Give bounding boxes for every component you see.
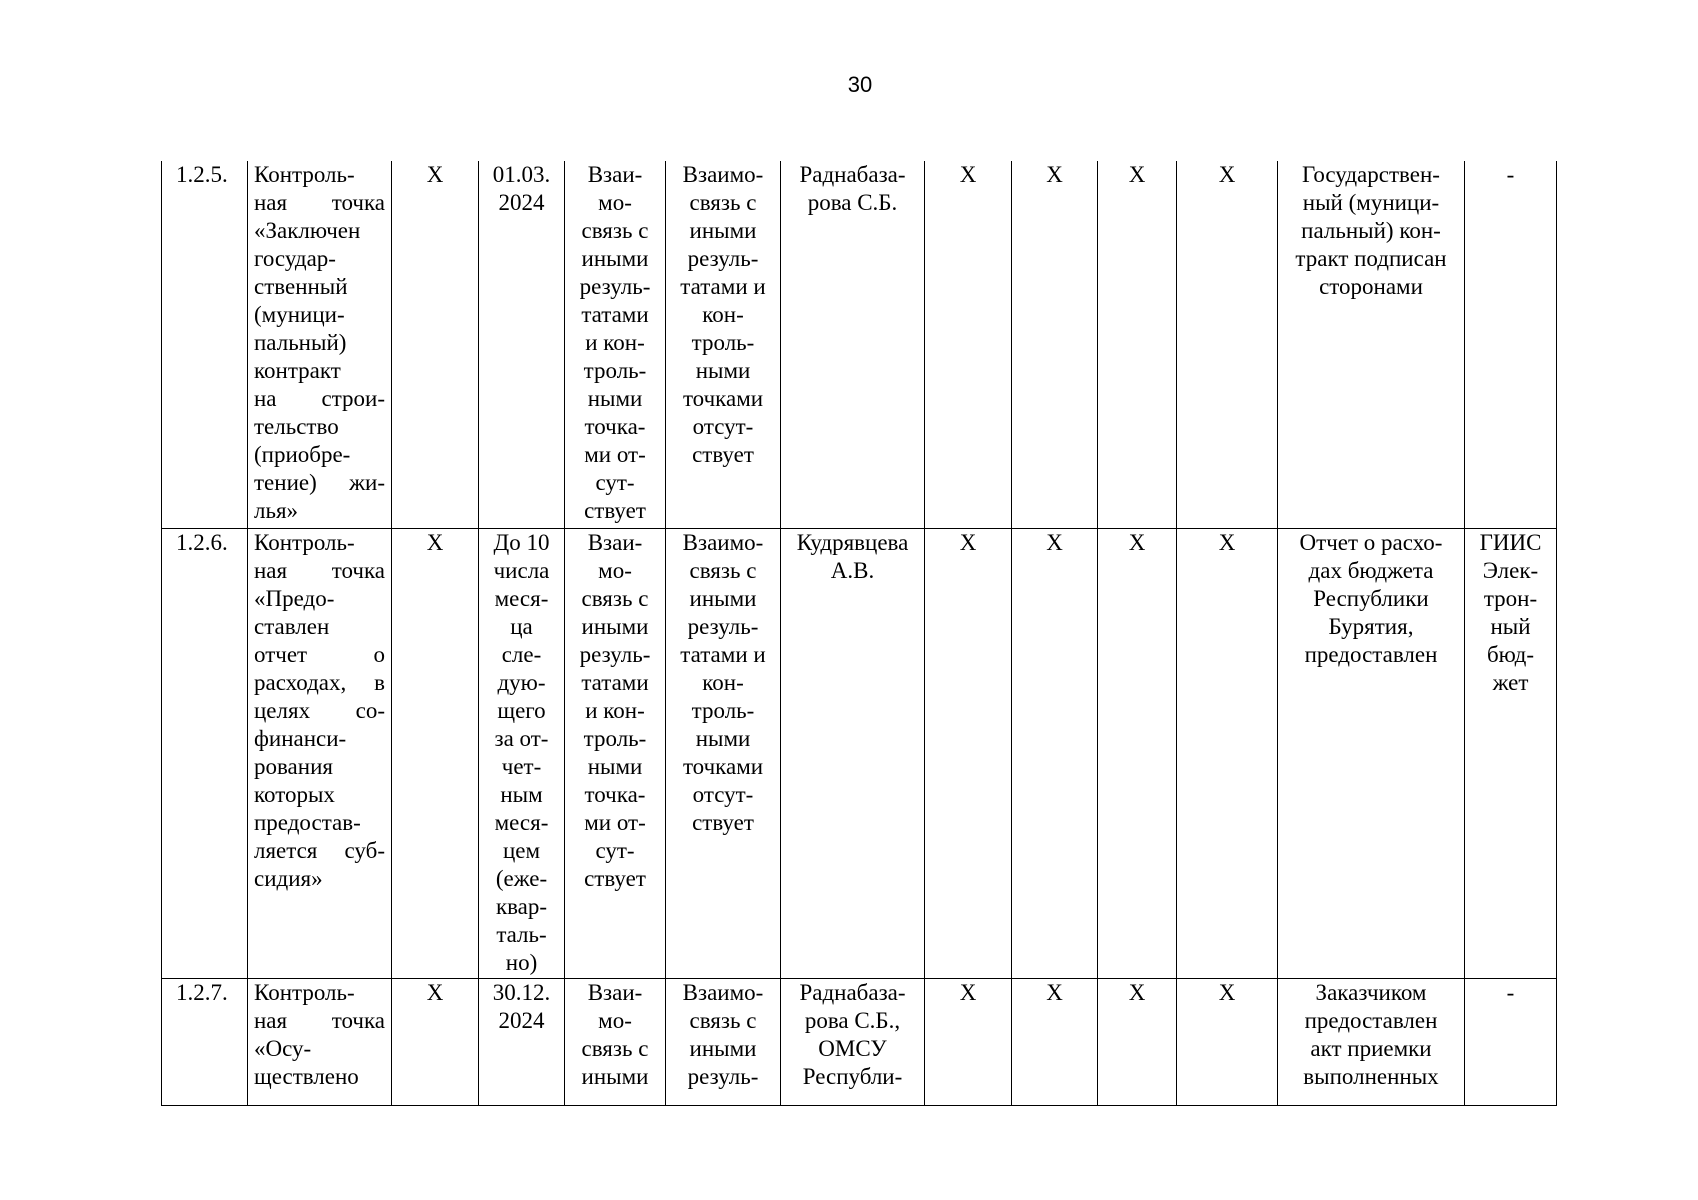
- x-cell: X: [1098, 978, 1177, 1105]
- cell-text-line: ный: [1490, 613, 1531, 639]
- cell-text-line: мо-: [598, 1007, 632, 1033]
- responsible-cell: [781, 978, 925, 1105]
- x-cell: X: [1177, 161, 1278, 528]
- cell-text-line: целях со-: [254, 697, 385, 723]
- control-point-name-cell: [248, 161, 392, 528]
- cell-text-line: щего: [497, 697, 546, 723]
- cell-text-line: ствует: [692, 809, 754, 835]
- control-point-name-cell: [248, 528, 392, 978]
- cell-text-line: ными: [695, 725, 751, 751]
- result-document-cell: [1278, 978, 1465, 1105]
- cell-text-line: Контроль-: [254, 979, 355, 1005]
- cell-text-line: ными: [587, 386, 643, 411]
- x-cell: [392, 528, 479, 978]
- x-cell: X: [925, 161, 1012, 528]
- cell-text-line: ставлен: [254, 613, 330, 639]
- responsible-cell: [781, 161, 925, 528]
- cell-text-line: Контроль-: [254, 529, 355, 555]
- information-system-cell: [1465, 528, 1557, 978]
- cell-text-line: числа: [493, 557, 550, 583]
- cell-text-line: «Предо-: [254, 585, 335, 611]
- cell-text-line: Взаимо-: [682, 979, 764, 1005]
- cell-text-line: меся-: [494, 809, 549, 835]
- information-system-cell: [1465, 161, 1557, 528]
- cell-text-line: иными: [689, 585, 757, 611]
- cell-text-line: бюд-: [1486, 641, 1535, 667]
- cell-text-line: мо-: [598, 557, 632, 583]
- cell-text-line: ный (муници-: [1302, 190, 1440, 215]
- x-cell: X: [1012, 978, 1098, 1105]
- table-body: [162, 161, 1557, 1105]
- cell-text-line: ным: [500, 781, 543, 807]
- cell-text-line: Республи-: [802, 1063, 903, 1089]
- cell-text-line: резуль-: [687, 613, 759, 639]
- cell-text-line: рова С.Б.: [807, 190, 898, 215]
- table-row: [162, 161, 1557, 528]
- x-cell: [392, 161, 479, 528]
- result-document-cell: [1278, 161, 1465, 528]
- cell-text-line: точками: [682, 386, 764, 411]
- cell-text-line: на строи-: [254, 386, 385, 411]
- cell-text-line: рова С.Б.,: [804, 1007, 901, 1033]
- cell-text-line: связь с: [581, 218, 649, 243]
- relation-previous-cell: [565, 978, 666, 1105]
- date-cell: [479, 978, 565, 1105]
- cell-text-line: Раднабаза-: [799, 162, 906, 187]
- cell-text-line: троль-: [583, 358, 647, 383]
- cell-text-line: -: [1506, 979, 1515, 1005]
- cell-text-line: сторонами: [1319, 274, 1423, 299]
- cell-text-line: ми от-: [584, 809, 646, 835]
- cell-text-line: Контроль-: [254, 162, 355, 187]
- cell-text-line: татами: [581, 302, 649, 327]
- cell-text-line: ная точка: [254, 1007, 385, 1033]
- cell-text-line: Раднабаза-: [799, 979, 906, 1005]
- cell-text-line: троль-: [583, 725, 647, 751]
- cell-text-line: тельство: [254, 414, 339, 439]
- cell-text-line: X: [426, 162, 444, 187]
- cell-text-line: резуль-: [687, 246, 759, 271]
- date-cell: [479, 161, 565, 528]
- cell-text-line: отчет о: [254, 641, 385, 667]
- x-cell: X: [1098, 528, 1177, 978]
- cell-text-line: трон-: [1483, 585, 1538, 611]
- cell-text-line: троль-: [691, 330, 755, 355]
- cell-text-line: лья»: [254, 498, 299, 523]
- cell-text-line: отсут-: [692, 414, 754, 439]
- cell-text-line: тракт подписан: [1295, 246, 1447, 271]
- control-points-table: [161, 161, 1557, 1106]
- cell-text-line: кон-: [702, 669, 744, 695]
- cell-text-line: Взаимо-: [682, 529, 764, 555]
- row-number-cell: 1.2.5.: [162, 161, 248, 528]
- cell-text-line: но): [505, 949, 538, 975]
- control-point-name-cell: [248, 978, 392, 1105]
- cell-text-line: резуль-: [579, 274, 651, 299]
- cell-text-line: предоставлен: [1304, 1007, 1438, 1033]
- cell-text-line: ОМСУ: [818, 1035, 887, 1061]
- cell-text-line: цем: [502, 837, 541, 863]
- cell-text-line: жет: [1492, 669, 1529, 695]
- cell-text-line: Взаимо-: [682, 162, 764, 187]
- cell-text-line: ными: [695, 358, 751, 383]
- cell-text-line: связь с: [689, 1007, 757, 1033]
- cell-text-line: за от-: [494, 725, 549, 751]
- responsible-cell: [781, 528, 925, 978]
- cell-text-line: (муници-: [254, 302, 345, 327]
- cell-text-line: квар-: [495, 893, 548, 919]
- cell-text-line: Государствен-: [1302, 162, 1440, 187]
- cell-text-line: Взаи-: [587, 529, 643, 555]
- date-cell: [479, 528, 565, 978]
- cell-text-line: «Осу-: [254, 1035, 312, 1061]
- cell-text-line: точка-: [584, 414, 646, 439]
- cell-text-line: иными: [581, 1063, 649, 1089]
- cell-text-line: иными: [689, 1035, 757, 1061]
- row-number-cell: 1.2.6.: [162, 528, 248, 978]
- cell-text-line: таль-: [496, 921, 547, 947]
- cell-text-line: 2024: [498, 1007, 545, 1033]
- cell-text-line: ными: [587, 753, 643, 779]
- cell-text-line: связь с: [689, 557, 757, 583]
- cell-text-line: (еже-: [495, 865, 548, 891]
- x-cell: X: [1177, 528, 1278, 978]
- cell-text-line: «Заключен: [254, 218, 361, 243]
- cell-text-line: иными: [581, 246, 649, 271]
- x-cell: X: [1177, 978, 1278, 1105]
- cell-text-line: -: [1506, 162, 1515, 187]
- cell-text-line: X: [426, 529, 444, 555]
- cell-text-line: ственный: [254, 274, 348, 299]
- cell-text-line: кон-: [702, 302, 744, 327]
- cell-text-line: сле-: [501, 641, 542, 667]
- cell-text-line: ствует: [584, 498, 646, 523]
- cell-text-line: ми от-: [584, 442, 646, 467]
- cell-text-line: Взаи-: [587, 162, 643, 187]
- relation-previous-cell: [565, 161, 666, 528]
- x-cell: X: [925, 978, 1012, 1105]
- cell-text-line: 01.03.: [492, 162, 551, 187]
- cell-text-line: иными: [581, 613, 649, 639]
- table-row: [162, 978, 1557, 1105]
- cell-text-line: мо-: [598, 190, 632, 215]
- cell-text-line: финанси-: [254, 725, 347, 751]
- cell-text-line: ствует: [584, 865, 646, 891]
- cell-text-line: Заказчиком: [1315, 979, 1427, 1005]
- cell-text-line: резуль-: [687, 1063, 759, 1089]
- cell-text-line: связь с: [689, 190, 757, 215]
- cell-text-line: предостав-: [254, 809, 361, 835]
- cell-text-line: ствует: [692, 442, 754, 467]
- cell-text-line: дую-: [497, 669, 546, 695]
- cell-text-line: пальный) кон-: [1301, 218, 1441, 243]
- cell-text-line: дах бюджета: [1308, 557, 1434, 583]
- cell-text-line: троль-: [691, 697, 755, 723]
- cell-text-line: Элек-: [1482, 557, 1539, 583]
- cell-text-line: сидия»: [254, 865, 323, 891]
- cell-text-line: пальный): [254, 330, 347, 355]
- relation-previous-cell: [565, 528, 666, 978]
- result-document-cell: [1278, 528, 1465, 978]
- cell-text-line: отсут-: [692, 781, 754, 807]
- cell-text-line: меся-: [494, 585, 549, 611]
- cell-text-line: Отчет о расхо-: [1299, 529, 1443, 555]
- cell-text-line: ная точка: [254, 557, 385, 583]
- relation-next-cell: [666, 978, 781, 1105]
- cell-text-line: X: [426, 979, 444, 1005]
- cell-text-line: связь с: [581, 1035, 649, 1061]
- cell-text-line: 2024: [498, 190, 545, 215]
- cell-text-line: татами: [581, 669, 649, 695]
- cell-text-line: иными: [689, 218, 757, 243]
- cell-text-line: тение) жи-: [254, 470, 385, 495]
- x-cell: X: [925, 528, 1012, 978]
- cell-text-line: сут-: [595, 470, 635, 495]
- cell-text-line: Бурятия,: [1328, 613, 1414, 639]
- cell-text-line: ществлено: [254, 1063, 359, 1089]
- cell-text-line: выполненных: [1303, 1063, 1439, 1089]
- cell-text-line: Республики: [1313, 585, 1429, 611]
- cell-text-line: и кон-: [585, 697, 645, 723]
- cell-text-line: резуль-: [579, 641, 651, 667]
- information-system-cell: [1465, 978, 1557, 1105]
- cell-text-line: татами и: [680, 641, 766, 667]
- cell-text-line: ГИИС: [1479, 529, 1542, 555]
- cell-text-line: ца: [510, 613, 533, 639]
- cell-text-line: (приобре-: [254, 442, 351, 467]
- relation-next-cell: [666, 161, 781, 528]
- cell-text-line: Кудрявцева: [796, 529, 909, 555]
- x-cell: [392, 978, 479, 1105]
- cell-text-line: чет-: [501, 753, 542, 779]
- x-cell: X: [1012, 161, 1098, 528]
- cell-text-line: предоставлен: [1304, 641, 1438, 667]
- cell-text-line: связь с: [581, 585, 649, 611]
- cell-text-line: контракт: [254, 358, 341, 383]
- cell-text-line: Взаи-: [587, 979, 643, 1005]
- cell-text-line: ная точка: [254, 190, 385, 215]
- cell-text-line: ляется суб-: [254, 837, 385, 863]
- relation-next-cell: [666, 528, 781, 978]
- cell-text-line: татами и: [680, 274, 766, 299]
- cell-text-line: которых: [254, 781, 335, 807]
- cell-text-line: расходах, в: [254, 669, 385, 695]
- cell-text-line: точками: [682, 753, 764, 779]
- cell-text-line: До 10: [493, 529, 550, 555]
- cell-text-line: 30.12.: [492, 979, 551, 1005]
- page-number: 30: [847, 72, 873, 97]
- cell-text-line: точка-: [584, 781, 646, 807]
- x-cell: X: [1098, 161, 1177, 528]
- table-row: [162, 528, 1557, 978]
- cell-text-line: государ-: [254, 246, 336, 271]
- x-cell: X: [1012, 528, 1098, 978]
- row-number-cell: 1.2.7.: [162, 978, 248, 1105]
- cell-text-line: сут-: [595, 837, 635, 863]
- cell-text-line: А.В.: [830, 557, 875, 583]
- cell-text-line: рования: [254, 753, 333, 779]
- cell-text-line: акт приемки: [1310, 1035, 1432, 1061]
- cell-text-line: и кон-: [585, 330, 645, 355]
